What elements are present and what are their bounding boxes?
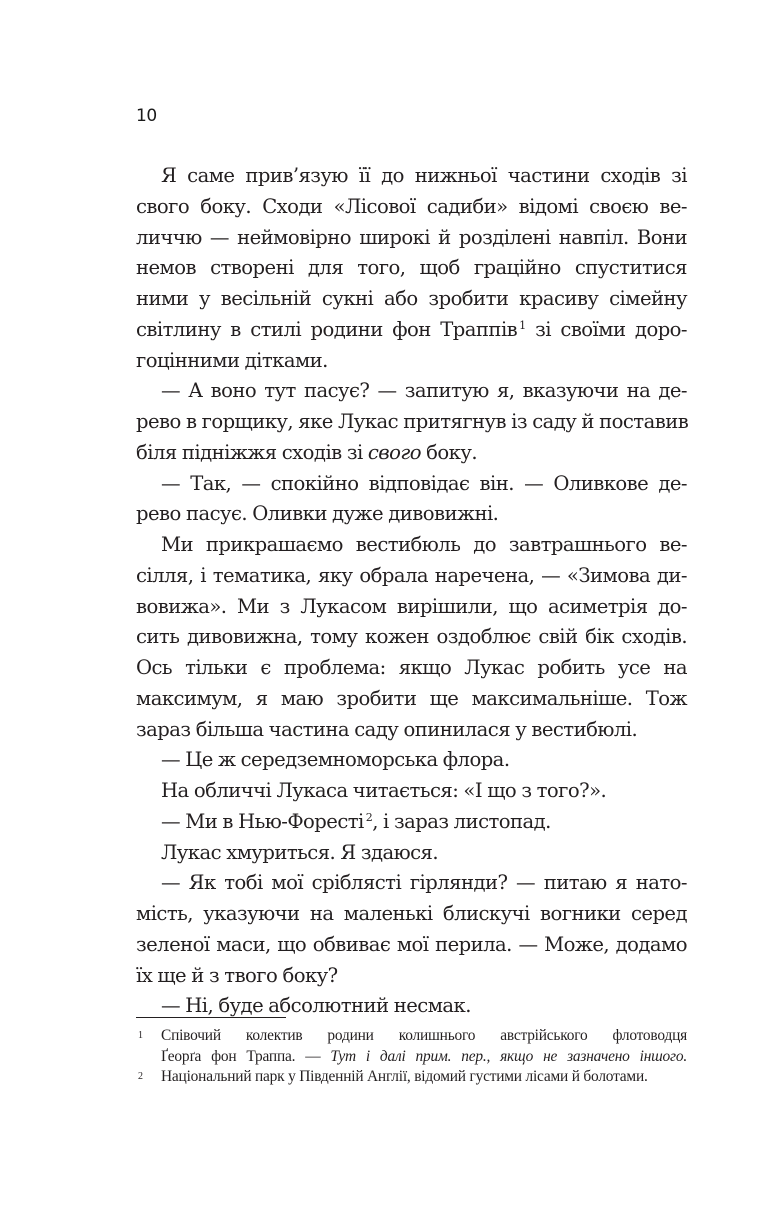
text-line: — Як тобі мої сріблясті гірлянди? — питаю я нато- [161, 871, 687, 895]
text-segment: боку. [420, 440, 478, 464]
emphasis-text: свого [367, 440, 421, 464]
text-line: — Ні, буде абсолютний несмак. [161, 994, 471, 1018]
text-line: личчю — неймовірно широкі й розділені навпіл. Вони [136, 225, 687, 249]
text-line [136, 315, 687, 346]
text-line: свого боку. Сходи «Лісової садиби» відомі своєю ве- [136, 194, 687, 218]
text-line: Ми прикрашаємо вестибюль до завтрашнього ве- [161, 533, 687, 556]
footnote-ref-2[interactable]: 2 [365, 810, 373, 824]
text-segment: біля підніжжя сходів зі [136, 440, 368, 464]
text-line: зеленої маси, що обвиває мої перила. — Може, додамо [136, 932, 687, 956]
text-line: їх ще й з твого боку? [136, 963, 338, 987]
footnote-line: Співочий колектив родини колишнього австрійського флотоводця [161, 1027, 687, 1044]
text-line: зараз більша частина саду опинилася у вестибюлі. [136, 717, 638, 741]
text-line: сить дивовижна, тому кожен оздоблює свій бік сходів. [136, 625, 687, 649]
text-line: — Так, — спокійно відповідає він. — Оливкове де- [161, 471, 687, 495]
text-segment: — Ми в Нью-Форесті [161, 809, 364, 833]
text-line: — Це ж середземноморська флора. [161, 748, 510, 772]
footnote-line [161, 1047, 687, 1068]
text-segment: зі своїми доро- [525, 317, 688, 341]
footnote-1 [136, 1026, 687, 1067]
footnote-divider [136, 1017, 286, 1018]
text-line: вовижа». Ми з Лукасом вирішили, що асиметрія до- [136, 594, 687, 618]
text-line: немов створені для того, щоб граційно спуститися [136, 256, 687, 280]
text-line [136, 807, 687, 838]
footnotes [136, 1026, 687, 1088]
text-line: Ось тільки є проблема: якщо Лукас робить усе на [136, 656, 687, 679]
text-line: мість, указуючи на маленькі блискучі вогники серед [136, 902, 687, 925]
text-line [136, 438, 687, 469]
emphasis-text: Тут і далі прим. пер., якщо не зазначено іншого. [330, 1047, 687, 1065]
page-number: 10 [136, 106, 157, 126]
text-segment: , і зараз листопад. [372, 809, 551, 833]
footnote-number: 1 [138, 1030, 143, 1041]
text-line: гоцінними дітками. [136, 348, 328, 372]
footnote-ref-1[interactable]: 1 [519, 318, 526, 332]
text-line: Я саме прив’язую її до нижньої частини сходів зі [161, 164, 687, 187]
footnote-number: 2 [138, 1071, 143, 1082]
text-line: — А воно тут пасує? — запитую я, вказуючи на де- [161, 379, 687, 403]
footnote-line: Національний парк у Південній Англії, відомий густими лісами й болотами. [161, 1068, 648, 1085]
text-line: Лукас хмуриться. Я здаюся. [161, 840, 439, 864]
text-segment: світлину в стилі родини фон Траппів [136, 317, 518, 341]
text-line: максимум, я маю зробити ще максимальніше. Тож [136, 686, 687, 710]
body-text [136, 161, 687, 1022]
text-line: рево пасує. Оливки дуже дивовижні. [136, 502, 499, 526]
text-line: На обличчі Лукаса читається: «І що з того?». [161, 779, 607, 802]
text-line: рево в горщику, яке Лукас притягнув із саду й поставив [136, 410, 689, 433]
text-line: сілля, і тематика, яку обрала наречена, — «Зимова ди- [136, 563, 687, 587]
text-segment: Ґеорґа фон Траппа. — [161, 1047, 331, 1065]
text-line: ними у весільній сукні або зробити красиву сімейну [136, 287, 687, 310]
footnote-2 [136, 1067, 687, 1088]
